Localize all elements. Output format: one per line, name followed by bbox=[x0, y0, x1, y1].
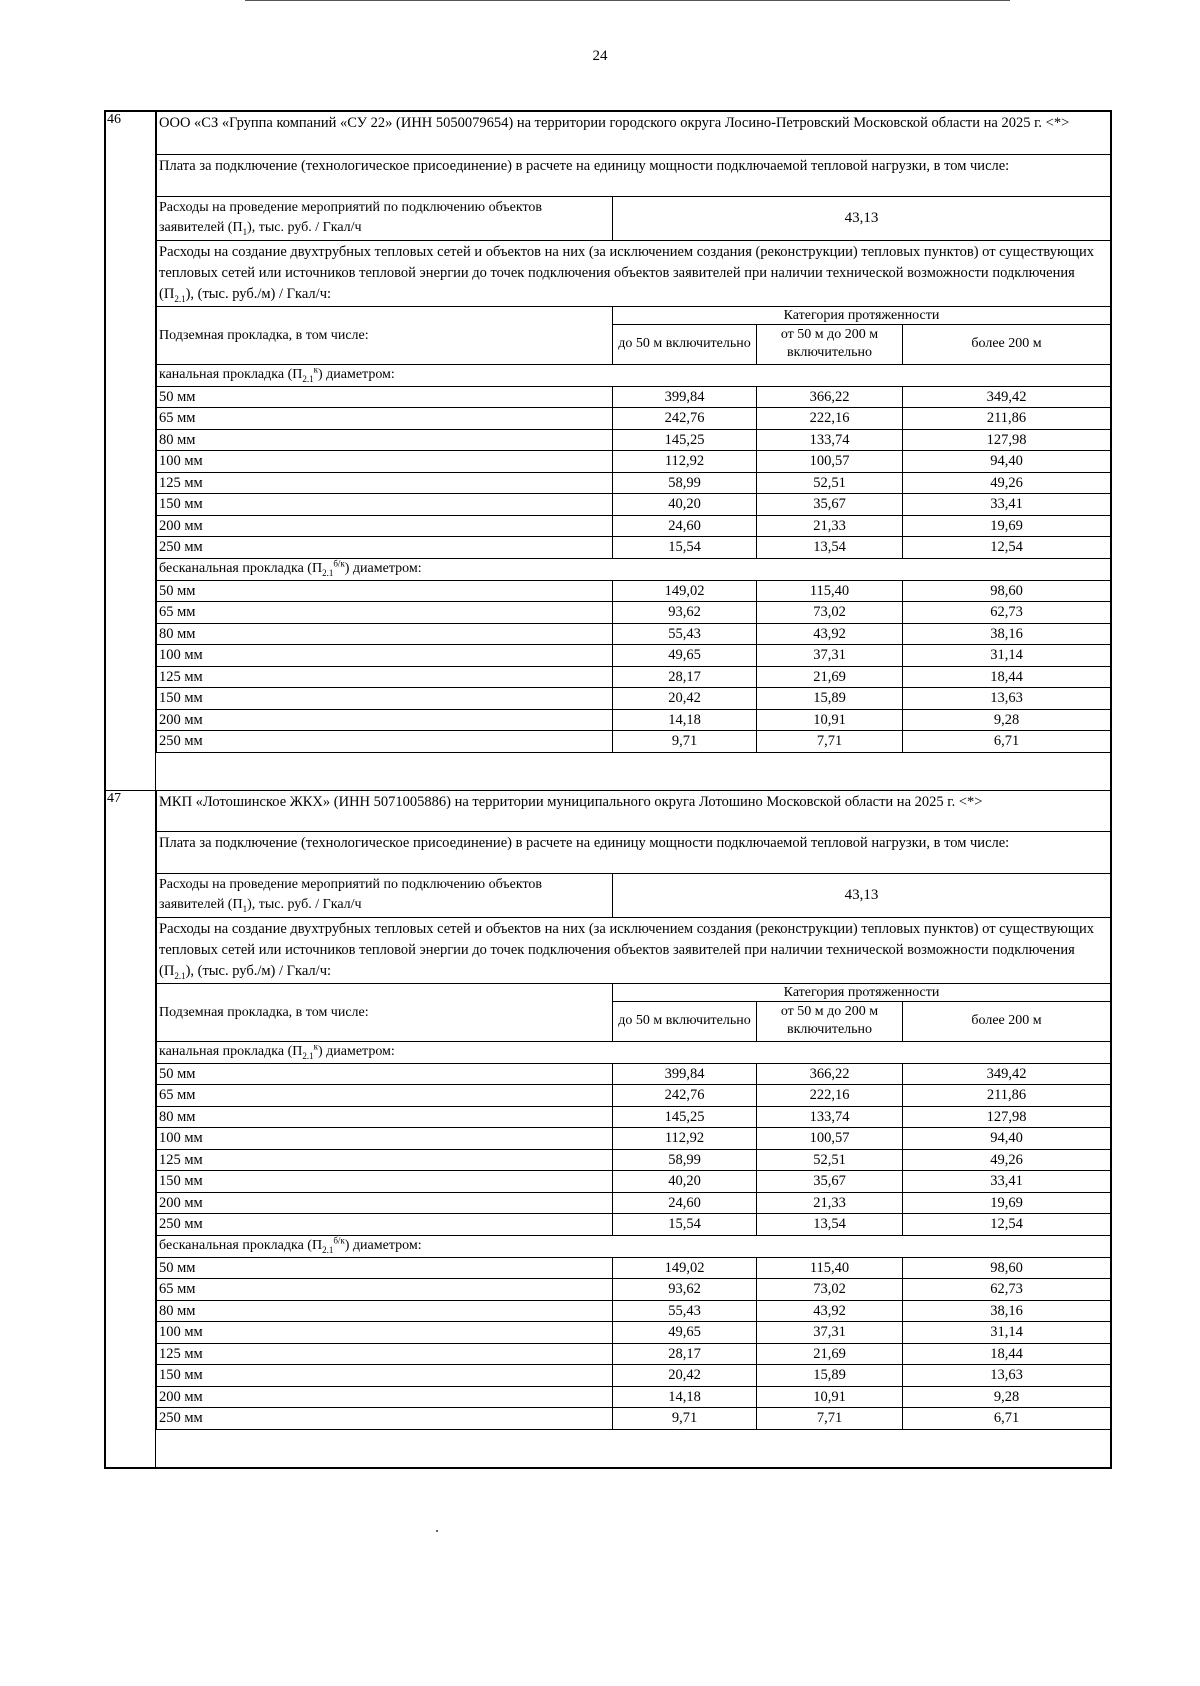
label-sub: 2.1 bbox=[322, 567, 334, 578]
underground-label: Подземная прокладка, в том числе: bbox=[157, 983, 613, 1041]
value-upto-50m: 24,60 bbox=[613, 515, 757, 537]
channelless-row bbox=[157, 1408, 1111, 1430]
label-pre: канальная прокладка (П bbox=[159, 367, 303, 382]
value-over-200m: 9,28 bbox=[903, 1386, 1111, 1408]
entry-46 bbox=[104, 110, 1112, 792]
value-50-200m: 21,33 bbox=[757, 1192, 903, 1214]
diameter-cell: 80 мм bbox=[157, 1106, 613, 1128]
channelless-row bbox=[157, 1386, 1111, 1408]
value-upto-50m: 9,71 bbox=[613, 1408, 757, 1430]
value-50-200m: 7,71 bbox=[757, 1408, 903, 1430]
value-50-200m: 222,16 bbox=[757, 408, 903, 430]
diameter-cell: 200 мм bbox=[157, 1192, 613, 1214]
label-sup: б/к bbox=[333, 1235, 345, 1246]
category-header: Категория протяженности bbox=[613, 306, 1111, 324]
value-over-200m: 62,73 bbox=[903, 1279, 1111, 1301]
diameter-cell: 65 мм bbox=[157, 1085, 613, 1107]
label-pre: Расходы на проведение мероприятий по подключению объектов заявителей (П bbox=[159, 877, 543, 912]
channelless-row bbox=[157, 602, 1111, 624]
label-post: ), (тыс. руб./м) / Гкал/ч: bbox=[185, 962, 332, 979]
diameter-cell: 100 мм bbox=[157, 1128, 613, 1150]
diameter-cell: 125 мм bbox=[157, 1149, 613, 1171]
label-pre: Расходы на проведение мероприятий по подключению объектов заявителей (П bbox=[159, 200, 543, 235]
value-50-200m: 13,54 bbox=[757, 537, 903, 559]
value-50-200m: 35,67 bbox=[757, 494, 903, 516]
diameter-cell: 50 мм bbox=[157, 580, 613, 602]
value-50-200m: 15,89 bbox=[757, 688, 903, 710]
entry-number: 47 bbox=[106, 791, 156, 1467]
entry-number: 46 bbox=[106, 112, 156, 792]
value-over-200m: 38,16 bbox=[903, 623, 1111, 645]
value-over-200m: 33,41 bbox=[903, 1171, 1111, 1193]
value-upto-50m: 112,92 bbox=[613, 1128, 757, 1150]
label-sub: 2.1 bbox=[302, 1050, 314, 1061]
value-over-200m: 49,26 bbox=[903, 1149, 1111, 1171]
value-over-200m: 18,44 bbox=[903, 1343, 1111, 1365]
p1-label bbox=[157, 873, 613, 917]
diameter-cell: 250 мм bbox=[157, 1408, 613, 1430]
value-upto-50m: 40,20 bbox=[613, 494, 757, 516]
p1-label bbox=[157, 196, 613, 240]
value-upto-50m: 15,54 bbox=[613, 1214, 757, 1236]
channel-row bbox=[157, 386, 1111, 408]
channel-row bbox=[157, 408, 1111, 430]
label-sub: 2.1 bbox=[174, 293, 186, 304]
diameter-cell: 50 мм bbox=[157, 386, 613, 408]
value-upto-50m: 49,65 bbox=[613, 645, 757, 667]
diameter-cell: 250 мм bbox=[157, 537, 613, 559]
value-upto-50m: 24,60 bbox=[613, 1192, 757, 1214]
value-50-200m: 10,91 bbox=[757, 1386, 903, 1408]
value-over-200m: 12,54 bbox=[903, 537, 1111, 559]
value-upto-50m: 20,42 bbox=[613, 1365, 757, 1387]
p1-value: 43,13 bbox=[613, 873, 1111, 917]
value-50-200m: 73,02 bbox=[757, 1279, 903, 1301]
value-upto-50m: 145,25 bbox=[613, 429, 757, 451]
value-50-200m: 115,40 bbox=[757, 580, 903, 602]
value-50-200m: 21,69 bbox=[757, 666, 903, 688]
channel-row bbox=[157, 1128, 1111, 1150]
channelless-row bbox=[157, 1300, 1111, 1322]
value-over-200m: 98,60 bbox=[903, 580, 1111, 602]
channelless-row bbox=[157, 731, 1111, 753]
value-over-200m: 211,86 bbox=[903, 408, 1111, 430]
label-pre: Расходы на создание двухтрубных тепловых сетей и объектов на них (за исключением создания (реконструкции) тепловых пунктов) от существующих тепловых сетей или источников тепловой энергии до точек подключения объектов заявителей при наличии технической возможности подключения (П bbox=[159, 243, 1095, 302]
value-upto-50m: 49,65 bbox=[613, 1322, 757, 1344]
channelless-row bbox=[157, 1279, 1111, 1301]
channel-row bbox=[157, 515, 1111, 537]
tariff-table bbox=[156, 112, 1111, 753]
value-over-200m: 6,71 bbox=[903, 1408, 1111, 1430]
label-pre: бесканальная прокладка (П bbox=[159, 561, 323, 576]
channelless-row bbox=[157, 623, 1111, 645]
diameter-cell: 125 мм bbox=[157, 1343, 613, 1365]
label-sup: б/к bbox=[333, 558, 345, 569]
label-pre: Расходы на создание двухтрубных тепловых сетей и объектов на них (за исключением создания (реконструкции) тепловых пунктов) от существующих тепловых сетей или источников тепловой энергии до точек подключения объектов заявителей при наличии технической возможности подключения (П bbox=[159, 920, 1095, 979]
value-over-200m: 18,44 bbox=[903, 666, 1111, 688]
label-sub: 1 bbox=[242, 903, 248, 914]
channelless-label bbox=[157, 558, 1111, 580]
channelless-row bbox=[157, 1343, 1111, 1365]
channel-row bbox=[157, 1063, 1111, 1085]
value-50-200m: 7,71 bbox=[757, 731, 903, 753]
value-over-200m: 49,26 bbox=[903, 472, 1111, 494]
value-over-200m: 349,42 bbox=[903, 386, 1111, 408]
value-50-200m: 43,92 bbox=[757, 623, 903, 645]
diameter-cell: 150 мм bbox=[157, 1171, 613, 1193]
channel-row bbox=[157, 537, 1111, 559]
channelless-row bbox=[157, 688, 1111, 710]
label-post: ), (тыс. руб./м) / Гкал/ч: bbox=[185, 285, 332, 302]
entry-47 bbox=[104, 790, 1112, 1469]
value-upto-50m: 9,71 bbox=[613, 731, 757, 753]
value-50-200m: 366,22 bbox=[757, 386, 903, 408]
underground-label: Подземная прокладка, в том числе: bbox=[157, 306, 613, 364]
value-50-200m: 133,74 bbox=[757, 1106, 903, 1128]
value-upto-50m: 55,43 bbox=[613, 1300, 757, 1322]
diameter-cell: 100 мм bbox=[157, 451, 613, 473]
channel-row bbox=[157, 494, 1111, 516]
value-upto-50m: 145,25 bbox=[613, 1106, 757, 1128]
value-50-200m: 115,40 bbox=[757, 1257, 903, 1279]
value-50-200m: 35,67 bbox=[757, 1171, 903, 1193]
value-50-200m: 100,57 bbox=[757, 1128, 903, 1150]
diameter-cell: 100 мм bbox=[157, 645, 613, 667]
value-upto-50m: 55,43 bbox=[613, 623, 757, 645]
value-over-200m: 94,40 bbox=[903, 451, 1111, 473]
value-over-200m: 94,40 bbox=[903, 1128, 1111, 1150]
value-over-200m: 349,42 bbox=[903, 1063, 1111, 1085]
value-50-200m: 73,02 bbox=[757, 602, 903, 624]
entry-title: ООО «СЗ «Группа компаний «СУ 22» (ИНН 5050079654) на территории городского округа Лосино-Петровский Московской области на 2025 г. <*> bbox=[157, 112, 1111, 154]
diameter-cell: 125 мм bbox=[157, 472, 613, 494]
p21-description bbox=[157, 917, 1111, 983]
channelless-row bbox=[157, 1365, 1111, 1387]
value-upto-50m: 15,54 bbox=[613, 537, 757, 559]
label-post: ) диаметром: bbox=[344, 561, 422, 576]
value-upto-50m: 14,18 bbox=[613, 1386, 757, 1408]
col-upto-50m: до 50 м включительно bbox=[613, 324, 757, 364]
channelless-label bbox=[157, 1235, 1111, 1257]
value-50-200m: 366,22 bbox=[757, 1063, 903, 1085]
value-50-200m: 100,57 bbox=[757, 451, 903, 473]
value-upto-50m: 28,17 bbox=[613, 1343, 757, 1365]
channelless-row bbox=[157, 645, 1111, 667]
label-post: ) диаметром: bbox=[344, 1238, 422, 1253]
value-over-200m: 33,41 bbox=[903, 494, 1111, 516]
value-over-200m: 12,54 bbox=[903, 1214, 1111, 1236]
col-50-200m: от 50 м до 200 м включительно bbox=[757, 1001, 903, 1041]
tariff-table bbox=[156, 791, 1111, 1430]
value-upto-50m: 242,76 bbox=[613, 1085, 757, 1107]
value-upto-50m: 399,84 bbox=[613, 1063, 757, 1085]
diameter-cell: 250 мм bbox=[157, 1214, 613, 1236]
label-pre: бесканальная прокладка (П bbox=[159, 1238, 323, 1253]
label-sub: 2.1 bbox=[322, 1244, 334, 1255]
channel-row bbox=[157, 472, 1111, 494]
p1-value: 43,13 bbox=[613, 196, 1111, 240]
diameter-cell: 80 мм bbox=[157, 1300, 613, 1322]
diameter-cell: 80 мм bbox=[157, 623, 613, 645]
diameter-cell: 200 мм bbox=[157, 515, 613, 537]
fee-header: Плата за подключение (технологическое присоединение) в расчете на единицу мощности подключаемой тепловой нагрузки, в том числе: bbox=[157, 831, 1111, 873]
label-pre: канальная прокладка (П bbox=[159, 1044, 303, 1059]
value-50-200m: 52,51 bbox=[757, 1149, 903, 1171]
value-over-200m: 19,69 bbox=[903, 1192, 1111, 1214]
diameter-cell: 150 мм bbox=[157, 494, 613, 516]
value-over-200m: 62,73 bbox=[903, 602, 1111, 624]
value-over-200m: 6,71 bbox=[903, 731, 1111, 753]
scan-speck bbox=[436, 1530, 438, 1532]
value-upto-50m: 20,42 bbox=[613, 688, 757, 710]
value-over-200m: 31,14 bbox=[903, 645, 1111, 667]
label-sub: 2.1 bbox=[174, 970, 186, 981]
page-number: 24 bbox=[592, 48, 608, 64]
value-upto-50m: 58,99 bbox=[613, 472, 757, 494]
value-over-200m: 98,60 bbox=[903, 1257, 1111, 1279]
value-upto-50m: 93,62 bbox=[613, 602, 757, 624]
diameter-cell: 200 мм bbox=[157, 1386, 613, 1408]
value-50-200m: 10,91 bbox=[757, 709, 903, 731]
value-over-200m: 31,14 bbox=[903, 1322, 1111, 1344]
channel-label bbox=[157, 1041, 1111, 1063]
col-over-200m: более 200 м bbox=[903, 324, 1111, 364]
value-over-200m: 127,98 bbox=[903, 1106, 1111, 1128]
label-sub: 2.1 bbox=[302, 373, 314, 384]
value-upto-50m: 93,62 bbox=[613, 1279, 757, 1301]
col-50-200m: от 50 м до 200 м включительно bbox=[757, 324, 903, 364]
channelless-row bbox=[157, 580, 1111, 602]
value-50-200m: 37,31 bbox=[757, 1322, 903, 1344]
diameter-cell: 100 мм bbox=[157, 1322, 613, 1344]
label-sup: к bbox=[313, 1041, 318, 1052]
channel-row bbox=[157, 1149, 1111, 1171]
label-post: ), тыс. руб. / Гкал/ч bbox=[247, 897, 362, 912]
value-50-200m: 13,54 bbox=[757, 1214, 903, 1236]
diameter-cell: 65 мм bbox=[157, 408, 613, 430]
channel-row bbox=[157, 429, 1111, 451]
diameter-cell: 80 мм bbox=[157, 429, 613, 451]
value-50-200m: 43,92 bbox=[757, 1300, 903, 1322]
diameter-cell: 150 мм bbox=[157, 1365, 613, 1387]
entry-content bbox=[156, 791, 1110, 1430]
value-50-200m: 52,51 bbox=[757, 472, 903, 494]
value-over-200m: 9,28 bbox=[903, 709, 1111, 731]
value-upto-50m: 40,20 bbox=[613, 1171, 757, 1193]
diameter-cell: 200 мм bbox=[157, 709, 613, 731]
col-over-200m: более 200 м bbox=[903, 1001, 1111, 1041]
channelless-row bbox=[157, 666, 1111, 688]
channel-row bbox=[157, 1192, 1111, 1214]
value-upto-50m: 14,18 bbox=[613, 709, 757, 731]
value-over-200m: 13,63 bbox=[903, 688, 1111, 710]
channelless-row bbox=[157, 1322, 1111, 1344]
value-over-200m: 38,16 bbox=[903, 1300, 1111, 1322]
entry-content bbox=[156, 112, 1110, 753]
fee-header: Плата за подключение (технологическое присоединение) в расчете на единицу мощности подключаемой тепловой нагрузки, в том числе: bbox=[157, 154, 1111, 196]
value-50-200m: 15,89 bbox=[757, 1365, 903, 1387]
channel-row bbox=[157, 1085, 1111, 1107]
value-50-200m: 37,31 bbox=[757, 645, 903, 667]
label-sub: 1 bbox=[242, 226, 248, 237]
label-post: ) диаметром: bbox=[317, 1044, 395, 1059]
diameter-cell: 65 мм bbox=[157, 602, 613, 624]
label-sup: к bbox=[313, 364, 318, 375]
value-upto-50m: 112,92 bbox=[613, 451, 757, 473]
channel-row bbox=[157, 451, 1111, 473]
channelless-row bbox=[157, 1257, 1111, 1279]
label-post: ) диаметром: bbox=[317, 367, 395, 382]
value-over-200m: 127,98 bbox=[903, 429, 1111, 451]
diameter-cell: 65 мм bbox=[157, 1279, 613, 1301]
diameter-cell: 250 мм bbox=[157, 731, 613, 753]
diameter-cell: 50 мм bbox=[157, 1063, 613, 1085]
channel-row bbox=[157, 1214, 1111, 1236]
channel-row bbox=[157, 1106, 1111, 1128]
value-50-200m: 21,69 bbox=[757, 1343, 903, 1365]
channel-row bbox=[157, 1171, 1111, 1193]
col-upto-50m: до 50 м включительно bbox=[613, 1001, 757, 1041]
value-over-200m: 211,86 bbox=[903, 1085, 1111, 1107]
value-upto-50m: 28,17 bbox=[613, 666, 757, 688]
value-upto-50m: 149,02 bbox=[613, 580, 757, 602]
channelless-row bbox=[157, 709, 1111, 731]
category-header: Категория протяженности bbox=[613, 983, 1111, 1001]
entry-title: МКП «Лотошинское ЖКХ» (ИНН 5071005886) на территории муниципального округа Лотошино Московской области на 2025 г. <*> bbox=[157, 791, 1111, 831]
diameter-cell: 150 мм bbox=[157, 688, 613, 710]
value-over-200m: 19,69 bbox=[903, 515, 1111, 537]
channel-label bbox=[157, 364, 1111, 386]
diameter-cell: 50 мм bbox=[157, 1257, 613, 1279]
value-upto-50m: 58,99 bbox=[613, 1149, 757, 1171]
value-50-200m: 21,33 bbox=[757, 515, 903, 537]
value-50-200m: 133,74 bbox=[757, 429, 903, 451]
diameter-cell: 125 мм bbox=[157, 666, 613, 688]
value-50-200m: 222,16 bbox=[757, 1085, 903, 1107]
scan-top-edge bbox=[245, 0, 1010, 1]
value-over-200m: 13,63 bbox=[903, 1365, 1111, 1387]
p21-description bbox=[157, 240, 1111, 306]
label-post: ), тыс. руб. / Гкал/ч bbox=[247, 220, 362, 235]
value-upto-50m: 149,02 bbox=[613, 1257, 757, 1279]
value-upto-50m: 399,84 bbox=[613, 386, 757, 408]
value-upto-50m: 242,76 bbox=[613, 408, 757, 430]
